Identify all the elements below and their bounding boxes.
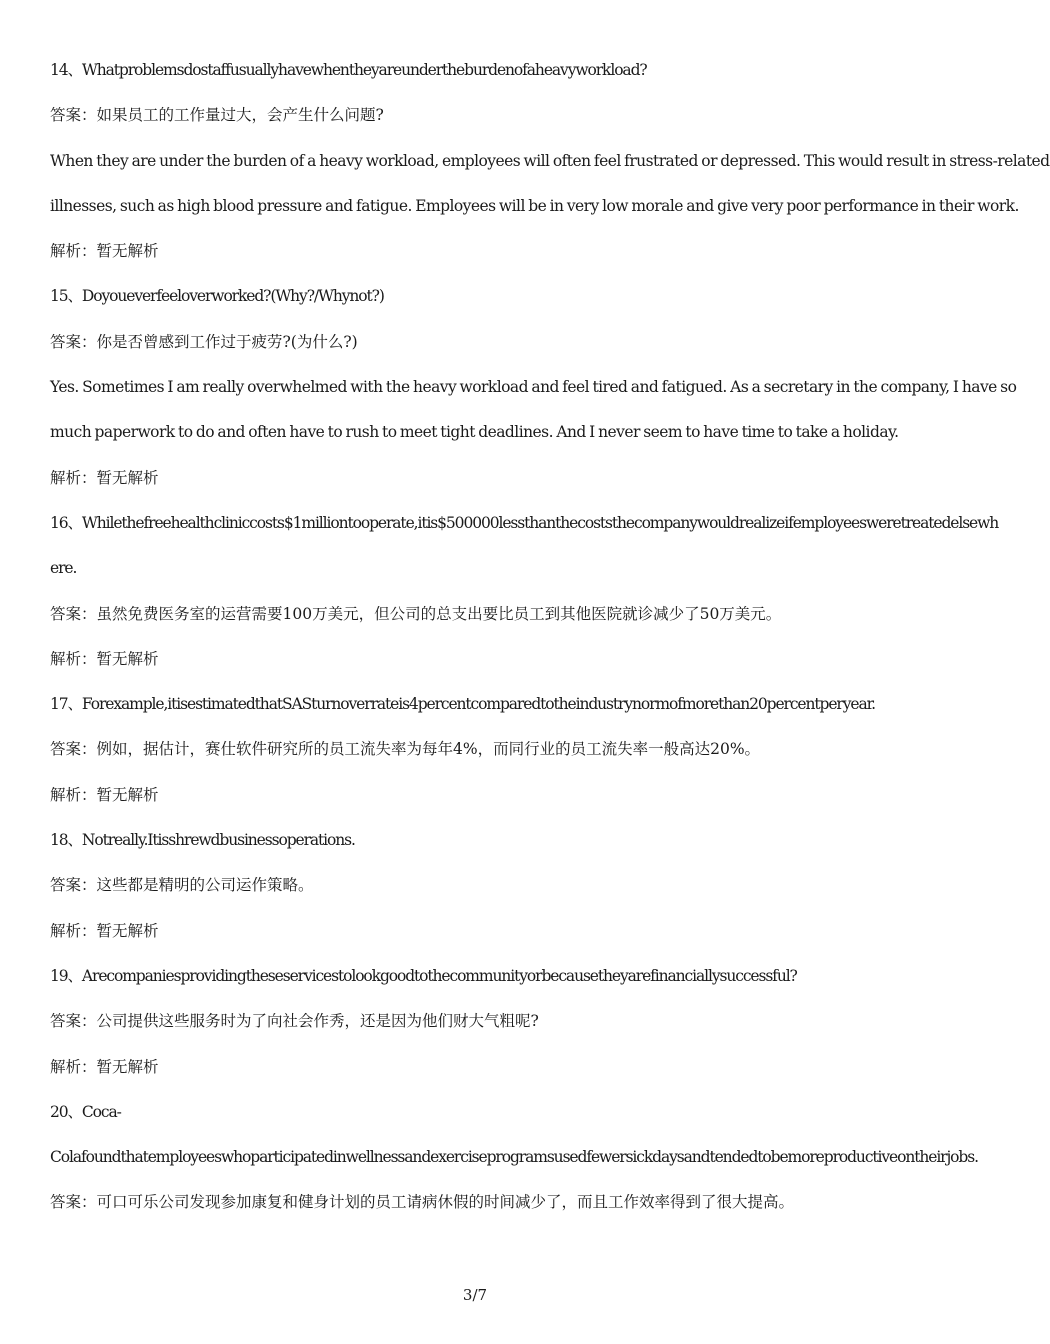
answer-16: 答案：虽然免费医务室的运营需要100万美元，但公司的总支出要比员工到其他医院就诊减少了50万美元。: [50, 604, 782, 623]
question-19: 19、Arecompaniesprovidingtheseservicestolookgoodtothecommunityorbecausetheyarefinanciallysuccessful?: [50, 966, 797, 985]
question-20-continued: Colafoundthatemployeeswhoparticipatedinwellnessandexerciseprogramsusedfewersickdaysandtendedtobemoreproductiveontheirjobs.: [50, 1148, 978, 1167]
question-16: 16、Whilethefreehealthcliniccosts$1milliontooperate,itis$500000lessthanthecoststhecompanywouldrealizeifemployeesweretreatedelsewh: [50, 513, 999, 532]
question-15: 15、Doyoueverfeeloverworked?(Why?/Whynot?): [50, 287, 384, 306]
analysis-15: 解析：暂无解析: [50, 468, 159, 487]
analysis-17: 解析：暂无解析: [50, 785, 159, 804]
analysis-19: 解析：暂无解析: [50, 1057, 159, 1076]
question-16-continued: ere.: [50, 559, 77, 578]
question-14: 14、Whatproblemsdostaffusuallyhavewhentheyareundertheburdenofaheavyworkload?: [50, 61, 647, 79]
answer-20: 答案：可口可乐公司发现参加康复和健身计划的员工请病休假的时间减少了，而且工作效率得到了很大提高。: [50, 1193, 795, 1212]
question-18: 18、Notreally.Itisshrewdbusinessoperations.: [50, 831, 355, 850]
answer-14: 答案：如果员工的工作量过大，会产生什么问题?: [50, 106, 384, 125]
question-17: 17、Forexample,itisestimatedthatSASturnoverrateis4percentcomparedtotheindustrynormofmorethan20percentperyear.: [50, 695, 876, 714]
answer-15-text-line-1: Yes. Sometimes I am really overwhelmed with the heavy workload and feel tired and fatigued. As a secretary in the company, I have so: [50, 378, 1017, 397]
answer-15-text-line-2: much paperwork to do and often have to rush to meet tight deadlines. And I never seem to have time to take a holiday.: [50, 423, 899, 442]
answer-18: 答案：这些都是精明的公司运作策略。: [50, 876, 314, 895]
document-page: [50, 48, 1050, 1226]
analysis-14: 解析：暂无解析: [50, 242, 159, 261]
analysis-16: 解析：暂无解析: [50, 649, 159, 668]
answer-14-text-line-2: illnesses, such as high blood pressure and fatigue. Employees will be in very low morale and give very poor performance in their work.: [50, 196, 1019, 215]
analysis-18: 解析：暂无解析: [50, 921, 159, 940]
answer-19: 答案：公司提供这些服务时为了向社会作秀，还是因为他们财大气粗呢?: [50, 1012, 539, 1031]
answer-17: 答案：例如，据估计，赛仕软件研究所的员工流失率为每年4%，而同行业的员工流失率一般高达20%。: [50, 740, 761, 759]
question-20: 20、Coca-: [50, 1102, 121, 1121]
page-number: 3/7: [462, 1286, 488, 1304]
answer-14-text-line-1: When they are under the burden of a heavy workload, employees will often feel frustrated or depressed. This would result in stress-related: [50, 151, 1050, 170]
answer-15: 答案：你是否曾感到工作过于疲劳?(为什么?): [50, 332, 358, 351]
